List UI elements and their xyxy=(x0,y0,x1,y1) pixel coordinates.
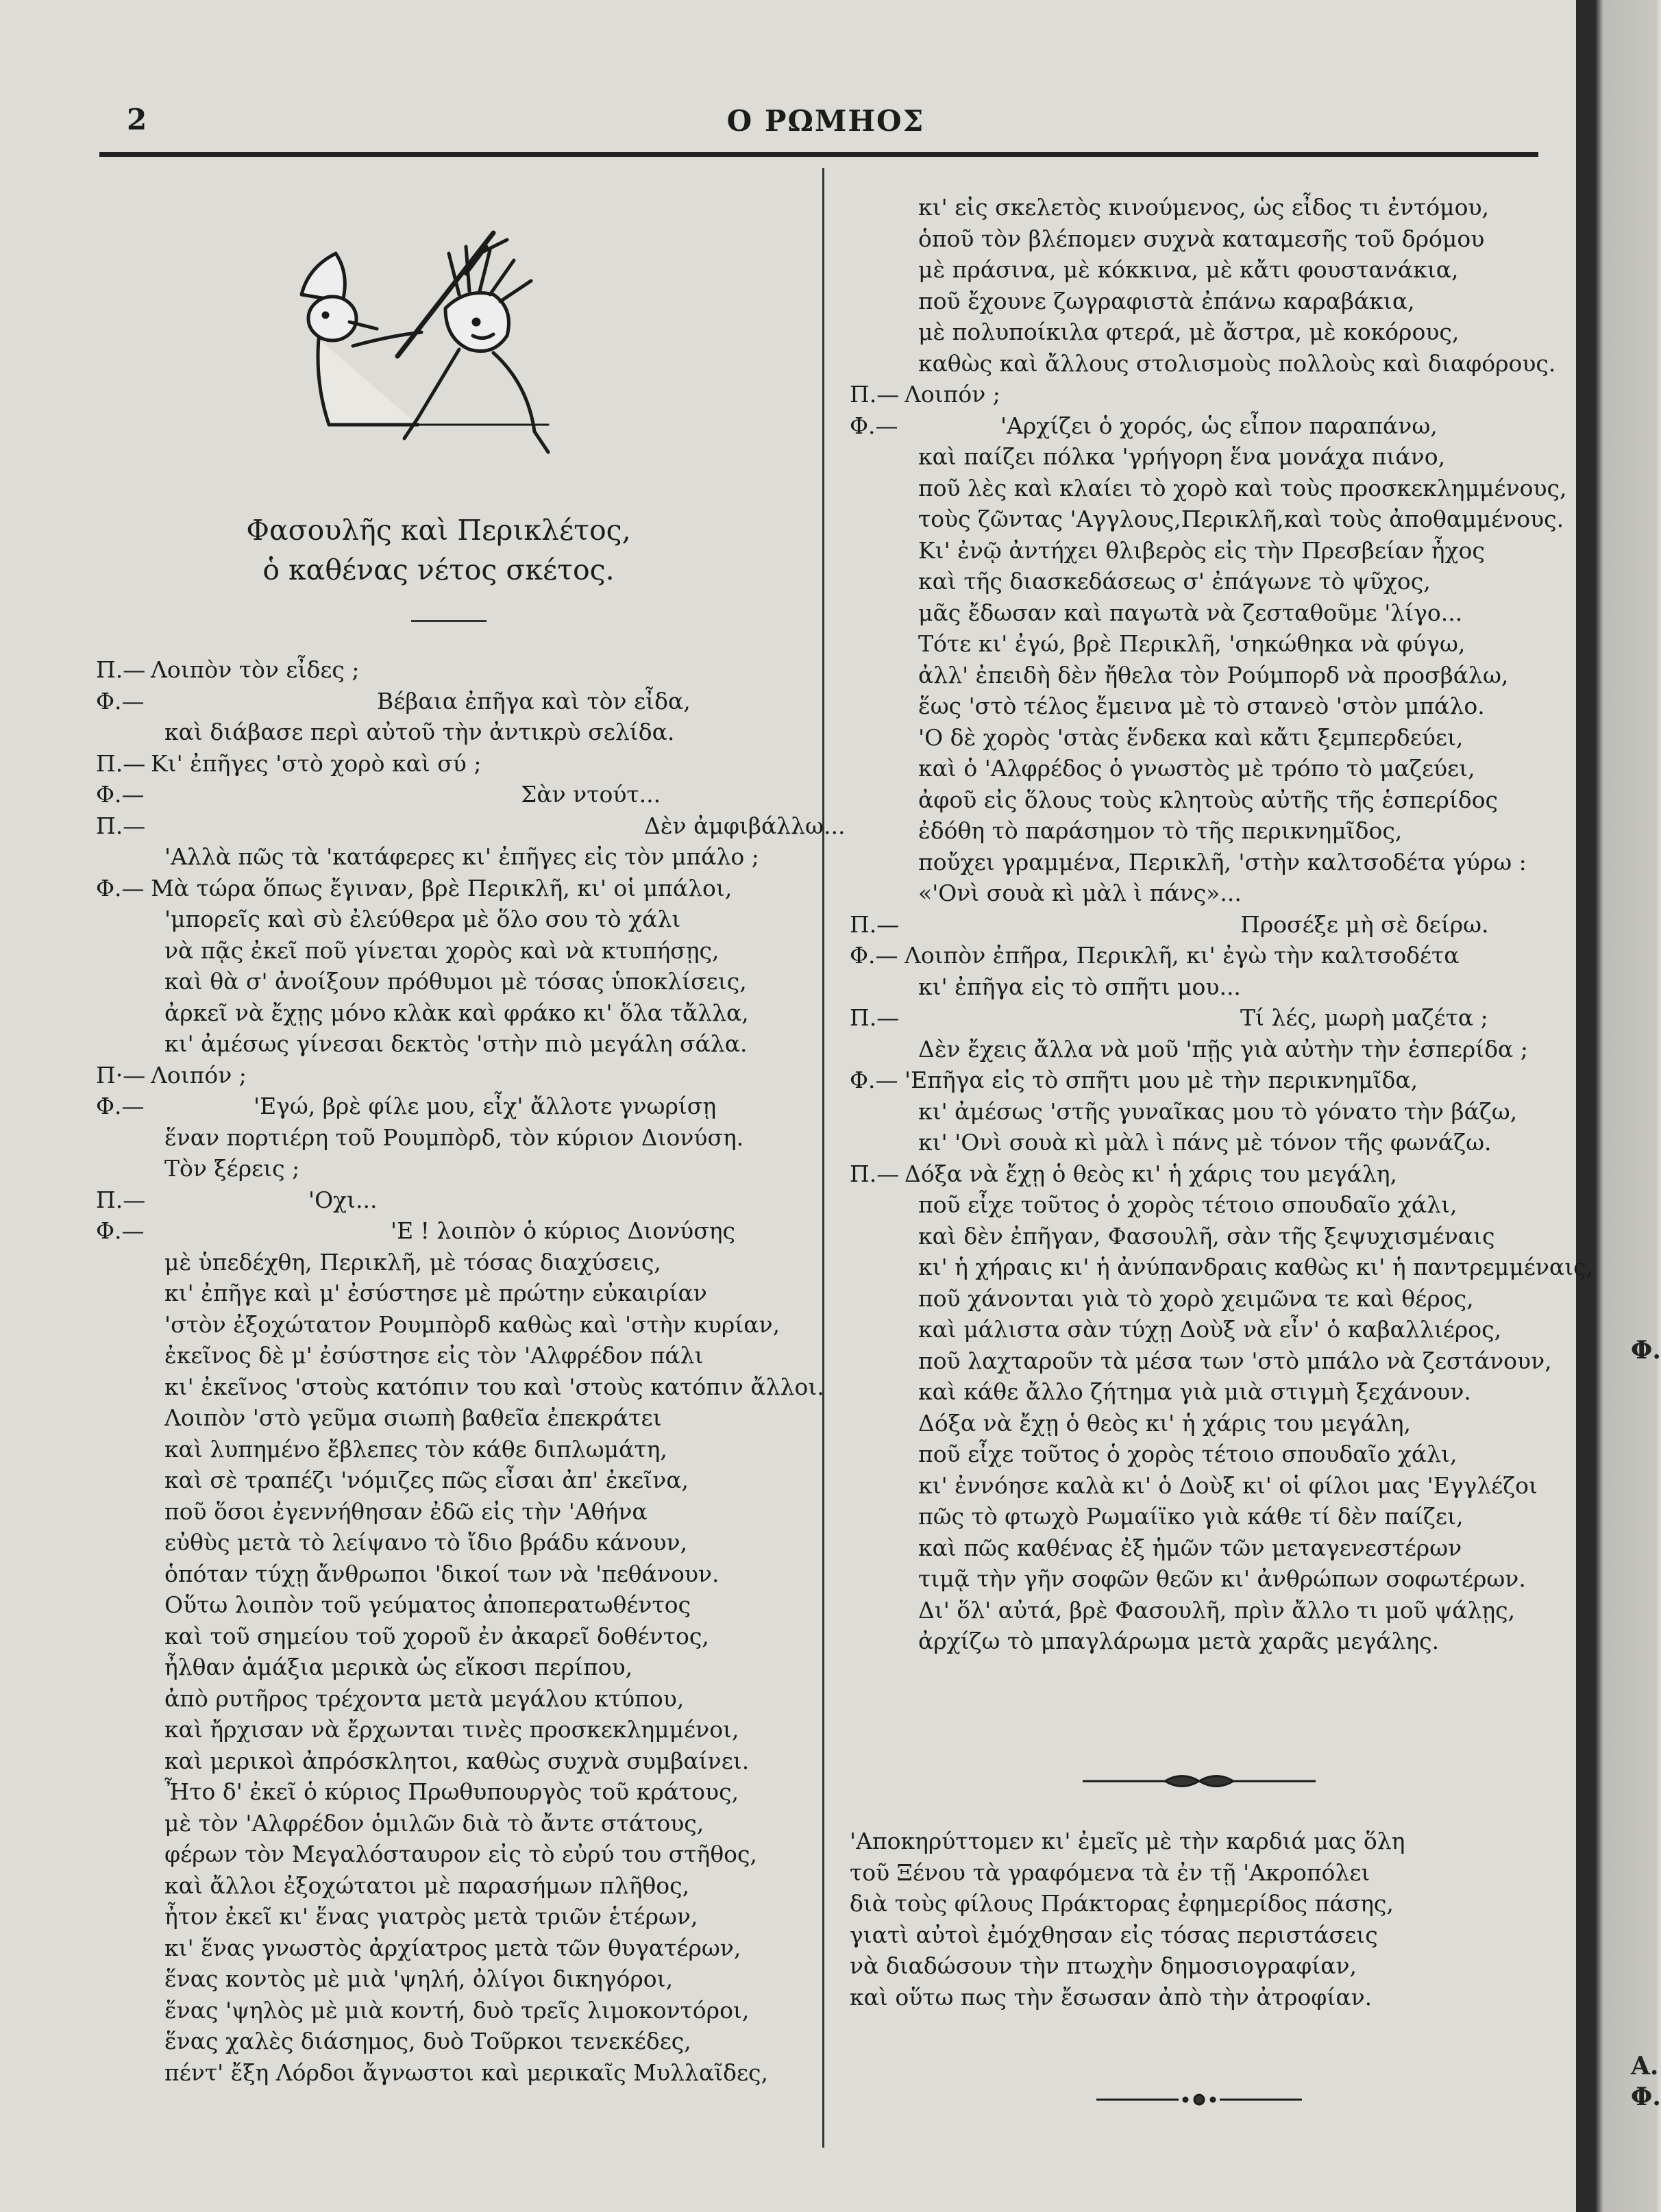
verse-text: ἐδόθη τὸ παράσημον τὸ τῆς περικνημῖδος, xyxy=(918,817,1403,844)
speaker-label: Π.— xyxy=(850,910,900,938)
verse-line xyxy=(96,1839,815,1870)
verse-text: ἕνας χαλὲς διάσημος, δυὸ Τοῦρκοι τενεκέδες, xyxy=(164,2028,691,2054)
verse-line xyxy=(96,1808,815,1839)
verse-text: Δι' ὅλ' αὐτά, βρὲ Φασουλῆ, πρὶν ἄλλο τι μοῦ ψάλῃς, xyxy=(918,1596,1516,1624)
verse-line xyxy=(96,1091,815,1122)
verse-line xyxy=(850,473,1576,504)
verse-line xyxy=(850,1034,1576,1065)
verse-text: ἀρχίζω τὸ μπαγλάρωμα μετὰ χαρᾶς μεγάλης. xyxy=(918,1628,1440,1654)
verse-line xyxy=(96,997,815,1029)
verse-text: μὲ ὑπεδέχθη, Περικλῆ, μὲ τόσας διαχύσεις, xyxy=(164,1248,661,1276)
ornament-end xyxy=(1090,2089,1309,2110)
verse-text: ἀφοῦ εἰς ὅλους τοὺς κλητοὺς αὐτῆς τῆς ἑσπερίδος xyxy=(918,786,1499,813)
verse-line xyxy=(96,841,815,873)
verse-line xyxy=(96,1933,815,1964)
verse-line xyxy=(850,1563,1576,1595)
verse-line xyxy=(850,878,1576,909)
title-line: ὁ καθένας νέτος σκέτος. xyxy=(262,554,615,586)
notice-line: 'Αποκηρύττομεν κι' ἐμεῖς μὲ τὴν καρδιά μας ὅλη xyxy=(850,1828,1405,1854)
verse-line xyxy=(850,847,1576,878)
verse-text: ὁποῦ τὸν βλέπομεν συχνὰ καταμεσῆς τοῦ δρόμου xyxy=(918,225,1485,252)
speaker-label: Π.— xyxy=(850,1004,900,1031)
verse-line xyxy=(850,1283,1576,1315)
verse-line xyxy=(96,1558,815,1590)
verse-line xyxy=(850,815,1576,847)
verse-text: καὶ ὁ 'Αλφρέδος ὁ γνωστὸς μὲ τρόπο τὸ μαζεύει, xyxy=(918,755,1475,782)
verse-line xyxy=(850,1470,1576,1502)
verse-text: 'Αρχίζει ὁ χορός, ὡς εἶπον παραπάνω, xyxy=(1000,412,1438,439)
verse-line xyxy=(96,2057,815,2089)
verse-text: ποῦ λὲς καὶ κλαίει τὸ χορὸ καὶ τοὺς προσκεκλημμένους, xyxy=(918,474,1567,501)
verse-text: Τότε κι' ἐγώ, βρὲ Περικλῆ, 'σηκώθηκα νὰ φύγω, xyxy=(918,630,1466,657)
verse-line xyxy=(96,1683,815,1715)
verse-line xyxy=(96,1247,815,1278)
speaker-label: Φ.— xyxy=(850,412,898,439)
verse-text: ἦτον ἐκεῖ κι' ἕνας γιατρὸς μετὰ τριῶν ἑτέρων, xyxy=(164,1903,698,1930)
verse-text: Τί λές, μωρὴ μαζέτα ; xyxy=(1240,1004,1488,1031)
verse-text: ὁπόταν τύχῃ ἄνθρωποι 'δικοί των νὰ 'πεθάνουν. xyxy=(164,1560,719,1587)
ornament-divider xyxy=(1076,1767,1322,1795)
verse-line xyxy=(850,1002,1576,1034)
verse-text: 'Αλλὰ πῶς τὰ 'κατάφερες κι' ἐπῆγες εἰς τὸν μπάλο ; xyxy=(164,843,759,870)
verse-line xyxy=(850,1595,1576,1626)
verse-text: νὰ πᾷς ἐκεῖ ποῦ γίνεται χορὸς καὶ νὰ κτυπήσῃς, xyxy=(164,936,719,964)
speaker-label: Φ.— xyxy=(96,1217,145,1244)
speaker-label: Φ.— xyxy=(96,1093,145,1119)
verse-text: ποῦ ὅσοι ἐγεννήθησαν ἐδῶ εἰς τὴν 'Αθήνα xyxy=(164,1498,648,1525)
verse-line xyxy=(96,686,815,717)
speaker-label: Π.— xyxy=(96,656,146,683)
notice-line: διὰ τοὺς φίλους Πράκτορας ἐφημερίδος πάσης, xyxy=(850,1890,1394,1917)
verse-line xyxy=(850,1532,1576,1564)
verse-line xyxy=(96,935,815,967)
verse-text: ἀλλ' ἐπειδὴ δὲν ἤθελα τὸν Ρούμπορδ νὰ προσβάλω, xyxy=(918,661,1509,688)
page-number: 2 xyxy=(127,103,147,136)
verse-line xyxy=(96,1060,815,1091)
verse-text: καὶ τοῦ σημείου τοῦ χοροῦ ἐν ἀκαρεῖ δοθέντος, xyxy=(164,1622,709,1650)
verse-text: κι' ἐκεῖνος 'στοὺς κατόπιν του καὶ 'στοὺς κατόπιν ἄλλοι. xyxy=(164,1373,824,1400)
verse-line xyxy=(96,1028,815,1060)
verse-line xyxy=(850,1408,1576,1439)
column-divider xyxy=(822,168,824,2148)
verse-text: καὶ ἤρχισαν νὰ ἔρχωνται τινὲς προσκεκλημμένοι, xyxy=(164,1716,739,1743)
notice-block xyxy=(850,1826,1576,2013)
verse-text: ποῦ εἶχε τοῦτος ὁ χορὸς τέτοιο σπουδαῖο χάλι, xyxy=(918,1441,1457,1467)
verse-line xyxy=(850,1626,1576,1657)
verse-line xyxy=(850,784,1576,816)
verse-text: τιμᾷ τὴν γῆν σοφῶν θεῶν κι' ἀνθρώπων σοφωτέρων. xyxy=(918,1565,1526,1592)
verse-text: Λοιπὸν 'στὸ γεῦμα σιωπὴ βαθεῖα ἐπεκράτει xyxy=(164,1404,662,1431)
verse-line xyxy=(96,1465,815,1496)
verse-line xyxy=(850,410,1576,442)
verse-text: Δὲν ἔχεις ἄλλα νὰ μοῦ 'πῇς γιὰ αὐτὴν τὴν ἑσπερίδα ; xyxy=(918,1035,1528,1062)
verse-line xyxy=(96,1745,815,1777)
verse-text: ἀπὸ ρυτῆρος τρέχοντα μετὰ μεγάλου κτύπου, xyxy=(164,1685,685,1712)
verse-text: κι' ἀμέσως γίνεσαι δεκτὸς 'στὴν πιὸ μεγάλη σάλα. xyxy=(164,1030,748,1057)
verse-line xyxy=(96,1402,815,1434)
verse-line xyxy=(96,966,815,997)
verse-text: καὶ λυπημένο ἔβλεπες τὸν κάθε διπλωμάτη, xyxy=(164,1435,667,1463)
verse-text: κι' ἐννόησε καλὰ κι' ὁ Δοὺξ κι' οἱ φίλοι μας 'Εγγλέζοι xyxy=(918,1471,1538,1499)
verse-text: Λοιπόν ; xyxy=(905,381,1000,408)
verse-line xyxy=(96,779,815,810)
verse-line xyxy=(96,1278,815,1309)
speaker-label: Φ.— xyxy=(96,874,145,902)
poem-title xyxy=(206,510,672,590)
verse-line xyxy=(96,717,815,748)
verse-line xyxy=(96,1963,815,1995)
verse-line xyxy=(850,223,1576,255)
verse-text: Μὰ τώρα ὅπως ἔγιναν, βρὲ Περικλῆ, κι' οἱ μπάλοι, xyxy=(151,874,733,902)
verse-text: Δὲν ἀμφιβάλλω... xyxy=(644,812,846,839)
header-rule xyxy=(99,152,1538,157)
verse-line xyxy=(850,441,1576,473)
edge-fragment: Α. xyxy=(1631,2052,1659,2080)
verse-line xyxy=(850,504,1576,535)
verse-line xyxy=(850,1065,1576,1096)
verse-text: ποῦ ἔχουνε ζωγραφιστὰ ἐπάνω καραβάκια, xyxy=(918,287,1415,314)
verse-line xyxy=(850,1501,1576,1532)
verse-text: ἐκεῖνος δὲ μ' ἐσύστησε εἰς τὸν 'Αλφρέδον πάλι xyxy=(164,1342,704,1369)
speaker-label: Π.— xyxy=(850,1160,900,1187)
verse-text: κι' ἐπῆγα εἰς τὸ σπῆτι μου... xyxy=(918,973,1241,1000)
verse-text: πέντ' ἔξη Λόρδοι ἄγνωστοι καὶ μερικαῖς Μυλλαῖδες, xyxy=(164,2059,769,2086)
verse-text: μὲ τὸν 'Αλφρέδον ὁμιλῶν διὰ τὸ ἄντε στάτους, xyxy=(164,1809,704,1837)
verse-line xyxy=(96,1714,815,1745)
verse-text: ἀρκεῖ νὰ ἔχῃς μόνο κλὰκ καὶ φράκο κι' ὅλα τἄλλα, xyxy=(164,999,749,1026)
verse-line xyxy=(850,940,1576,971)
verse-text: Οὕτω λοιπὸν τοῦ γεύματος ἀποπερατωθέντος xyxy=(164,1591,691,1618)
verse-text: 'μπορεῖς καὶ σὺ ἐλεύθερα μὲ ὅλο σου τὸ χάλι xyxy=(164,906,681,932)
verse-line xyxy=(96,873,815,904)
verse-text: 'Επῆγα εἰς τὸ σπῆτι μου μὲ τὴν περικνημῖδα, xyxy=(905,1067,1418,1093)
verse-text: καὶ πῶς καθένας ἐξ ἡμῶν τῶν μεταγενεστέρων xyxy=(918,1534,1462,1561)
right-column xyxy=(850,192,1594,1657)
caricature-two-figures-icon xyxy=(288,226,630,486)
verse-text: κι' εἰς σκελετὸς κινούμενος, ὡς εἶδος τι ἐντόμου, xyxy=(918,194,1490,221)
verse-line xyxy=(96,654,815,686)
verse-line xyxy=(850,1158,1576,1190)
verse-text: καὶ σὲ τραπέζι 'νόμιζες πῶς εἶσαι ἀπ' ἐκεῖνα, xyxy=(164,1467,689,1493)
verse-text: κι' 'Ονὶ σουὰ κὶ μὰλ ὶ πάνς μὲ τόνον τῆς φωνάζω. xyxy=(918,1129,1492,1156)
verse-line xyxy=(850,566,1576,597)
verse-text: 'Ε ! λοιπὸν ὁ κύριος Διονύσης xyxy=(391,1217,735,1244)
verse-line xyxy=(850,192,1576,223)
verse-text: μὲ πράσινα, μὲ κόκκινα, μὲ κἄτι φουστανάκια, xyxy=(918,256,1459,283)
verse-line xyxy=(96,1621,815,1652)
notice-line: τοῦ Ξένου τὰ γραφόμενα τὰ ἐν τῇ 'Ακροπόλει xyxy=(850,1859,1370,1886)
verse-line xyxy=(96,1901,815,1933)
verse-line xyxy=(96,2026,815,2057)
verse-line xyxy=(850,691,1576,722)
verse-text: Τὸν ξέρεις ; xyxy=(164,1155,300,1182)
speaker-label: Π.— xyxy=(96,1186,146,1213)
verse-line xyxy=(96,1215,815,1247)
verse-text: μᾶς ἔδωσαν καὶ παγωτὰ νὰ ζεσταθοῦμε 'λίγο... xyxy=(918,599,1463,626)
verse-text: κι' ἐπῆγε καὶ μ' ἐσύστησε μὲ πρώτην εὐκαιρίαν xyxy=(164,1280,707,1306)
verse-line xyxy=(850,1314,1576,1345)
verse-line xyxy=(850,628,1576,660)
verse-text: φέρων τὸν Μεγαλόσταυρον εἰς τὸ εὐρύ του στῆθος, xyxy=(164,1841,758,1867)
verse-text: καὶ μάλιστα σὰν τύχῃ Δοὺξ νὰ εἶν' ὁ καβαλλιέρος, xyxy=(918,1316,1502,1343)
verse-text: ποῦ χάνονται γιὰ τὸ χορὸ χειμῶνα τε καὶ θέρος, xyxy=(918,1284,1474,1312)
verse-text: εὐθὺς μετὰ τὸ λείψανο τὸ ἴδιο βράδυ κάνουν, xyxy=(164,1529,688,1556)
verse-text: Βέβαια ἐπῆγα καὶ τὸν εἶδα, xyxy=(377,687,691,714)
verse-line xyxy=(96,1434,815,1465)
speaker-label: Φ.— xyxy=(96,781,145,808)
verse-text: ποῦ εἶχε τοῦτος ὁ χορὸς τέτοιο σπουδαῖο χάλι, xyxy=(918,1191,1457,1218)
speaker-label: Π.— xyxy=(96,749,146,777)
verse-text: Λοιπὸν τὸν εἶδες ; xyxy=(151,656,360,683)
verse-text: κι' ἀμέσως 'στῆς γυναῖκας μου τὸ γόνατο τὴν βάζω, xyxy=(918,1097,1518,1125)
verse-line xyxy=(96,904,815,935)
verse-text: Λοιπόν ; xyxy=(151,1061,247,1089)
verse-text: Λοιπὸν ἐπῆρα, Περικλῆ, κι' ἐγὼ τὴν καλτσοδέτα xyxy=(905,942,1460,969)
verse-line xyxy=(850,1345,1576,1377)
verse-line xyxy=(96,1870,815,1902)
verse-line xyxy=(850,1096,1576,1128)
verse-text: καὶ κάθε ἄλλο ζήτημα γιὰ μιὰ στιγμὴ ξεχάνουν. xyxy=(918,1378,1471,1405)
verse-line xyxy=(850,286,1576,317)
verse-text: 'Οχι... xyxy=(308,1186,378,1213)
verse-text: ποὔχει γραμμένα, Περικλῆ, 'στὴν καλτσοδέτα γύρω : xyxy=(918,848,1527,875)
verse-line xyxy=(850,660,1576,691)
notice-line: γιατὶ αὐτοὶ ἐμόχθησαν εἰς τόσας περιστάσεις xyxy=(850,1921,1378,1948)
verse-text: καὶ δὲν ἐπῆγαν, Φασουλῆ, σὰν τῆς ξεψυχισμέναις xyxy=(918,1222,1495,1250)
verse-line xyxy=(850,535,1576,567)
verse-line xyxy=(850,1439,1576,1470)
verse-line xyxy=(850,753,1576,784)
verse-line xyxy=(850,1252,1594,1283)
speaker-label: Φ.— xyxy=(96,687,145,714)
verse-text: ἕναν πορτιέρη τοῦ Ρουμπὸρδ, τὸν κύριον Διονύση. xyxy=(164,1123,744,1151)
left-column xyxy=(96,654,846,2088)
verse-text: Ἦτο δ' ἐκεῖ ὁ κύριος Πρωθυπουργὸς τοῦ κράτους, xyxy=(164,1778,739,1805)
verse-line xyxy=(96,1527,815,1558)
verse-line xyxy=(850,348,1576,380)
verse-line xyxy=(850,379,1576,410)
speaker-label: Φ.— xyxy=(850,942,898,969)
verse-line xyxy=(96,1995,815,2026)
verse-line xyxy=(96,1340,815,1371)
verse-text: 'στὸν ἐξοχώτατον Ρουμπὸρδ καθὼς καὶ 'στὴν κυρίαν, xyxy=(164,1310,780,1338)
verse-text: καὶ τῆς διασκεδάσεως σ' ἐπάγωνε τὸ ψῦχος, xyxy=(918,568,1431,595)
verse-text: Προσέξε μὴ σὲ δείρω. xyxy=(1240,910,1489,938)
verse-line xyxy=(96,1122,815,1154)
verse-line xyxy=(850,722,1576,754)
verse-line xyxy=(96,1184,815,1216)
verse-text: Κι' ἐπῆγες 'στὸ χορὸ καὶ σύ ; xyxy=(151,749,482,777)
verse-line xyxy=(850,1189,1576,1221)
title-line: Φασουλῆς καὶ Περικλέτος, xyxy=(246,514,631,547)
verse-line xyxy=(850,1127,1576,1158)
verse-line xyxy=(96,1589,815,1621)
verse-text: καὶ παίζει πόλκα 'γρήγορη ἕνα μονάχα πιάνο, xyxy=(918,443,1446,470)
verse-text: ποῦ λαχταροῦν τὰ μέσα των 'στὸ μπάλο νὰ ζεστάνουν, xyxy=(918,1347,1552,1374)
notice-line: νὰ διαδώσουν τὴν πτωχὴν δημοσιογραφίαν, xyxy=(850,1952,1357,1979)
verse-line xyxy=(850,909,1576,941)
speaker-label: Π.— xyxy=(850,381,900,408)
verse-line xyxy=(96,748,815,780)
verse-text: Δόξα νὰ ἔχῃ ὁ θεὸς κι' ἡ χάρις του μεγάλη, xyxy=(905,1160,1397,1187)
notice-line: καὶ οὕτω πως τὴν ἔσωσαν ἀπὸ τὴν ἀτροφίαν. xyxy=(850,1983,1373,2011)
verse-line xyxy=(850,1221,1576,1252)
verse-line xyxy=(96,1309,815,1341)
verse-text: ἦλθαν ἁμάξια μερικὰ ὡς εἴκοσι περίπου, xyxy=(164,1654,633,1680)
verse-text: Δόξα νὰ ἔχῃ ὁ θεὸς κι' ἡ χάρις του μεγάλη, xyxy=(918,1409,1411,1437)
verse-text: καὶ θὰ σ' ἀνοίξουν πρόθυμοι μὲ τόσας ὑποκλίσεις, xyxy=(164,968,747,995)
verse-line xyxy=(96,810,846,842)
verse-line xyxy=(96,1153,815,1184)
verse-line xyxy=(850,597,1576,629)
verse-text: ἕνας 'ψηλὸς μὲ μιὰ κοντή, δυὸ τρεῖς λιμοκοντόροι, xyxy=(164,1996,750,2024)
verse-line xyxy=(96,1371,824,1403)
verse-line xyxy=(850,254,1576,286)
verse-text: ἕως 'στὸ τέλος ἔμεινα μὲ τὸ στανεὸ 'στὸν μπάλο. xyxy=(918,693,1485,719)
edge-fragment: Φ. xyxy=(1631,2083,1661,2111)
speaker-label: Π·— xyxy=(96,1061,146,1089)
verse-text: καὶ διάβασε περὶ αὐτοῦ τὴν ἀντικρὺ σελίδα. xyxy=(164,719,675,745)
verse-line xyxy=(850,316,1576,348)
speaker-label: Π.— xyxy=(96,812,146,839)
adjacent-page-edge xyxy=(1576,0,1658,2212)
verse-text: ἕνας κοντὸς μὲ μιὰ 'ψηλή, ὀλίγοι δικηγόροι, xyxy=(164,1965,674,1992)
verse-text: Κι' ἐνῷ ἀντήχει θλιβερὸς εἰς τὴν Πρεσβείαν ἦχος xyxy=(918,536,1485,564)
verse-text: καθὼς καὶ ἄλλους στολισμοὺς πολλοὺς καὶ διαφόρους. xyxy=(918,349,1556,377)
speaker-label: Φ.— xyxy=(850,1067,898,1093)
verse-line xyxy=(850,971,1576,1003)
verse-text: Σὰν ντούτ... xyxy=(521,781,661,808)
masthead-title: Ο ΡΩΜΗΟΣ xyxy=(726,104,925,138)
verse-line xyxy=(96,1776,815,1808)
edge-fragment: Φ. xyxy=(1631,1336,1661,1365)
verse-text: τοὺς ζῶντας 'Αγγλους,Περικλῆ,καὶ τοὺς ἀποθαμμένους. xyxy=(918,506,1564,532)
title-rule xyxy=(411,620,487,622)
verse-text: κι' ἡ χήραις κι' ἡ ἀνύπανδραις καθὼς κι' ἡ παντρεμμέναις, xyxy=(918,1254,1594,1280)
verse-text: 'Ο δὲ χορὸς 'στὰς ἕνδεκα καὶ κἄτι ξεμπερδεύει, xyxy=(918,723,1464,751)
verse-text: καὶ ἄλλοι ἐξοχώτατοι μὲ παρασήμων πλῆθος, xyxy=(164,1872,690,1899)
verse-line xyxy=(850,1376,1576,1408)
verse-line xyxy=(96,1652,815,1683)
verse-text: πῶς τὸ φτωχὸ Ρωμαίϊκο γιὰ κάθε τί δὲν παίζει, xyxy=(918,1503,1464,1530)
verse-line xyxy=(96,1496,815,1528)
verse-text: καὶ μερικοὶ ἀπρόσκλητοι, καθὼς συχνὰ συμβαίνει. xyxy=(164,1747,750,1774)
verse-text: μὲ πολυποίκιλα φτερά, μὲ ἄστρα, μὲ κοκόρους, xyxy=(918,319,1460,345)
verse-text: 'Εγώ, βρὲ φίλε μου, εἶχ' ἄλλοτε γνωρίσῃ xyxy=(254,1093,717,1119)
verse-text: «'Ονὶ σουὰ κὶ μὰλ ὶ πάνς»... xyxy=(918,880,1242,906)
verse-text: κι' ἕνας γνωστὸς ἀρχίατρος μετὰ τῶν θυγατέρων, xyxy=(164,1934,741,1961)
